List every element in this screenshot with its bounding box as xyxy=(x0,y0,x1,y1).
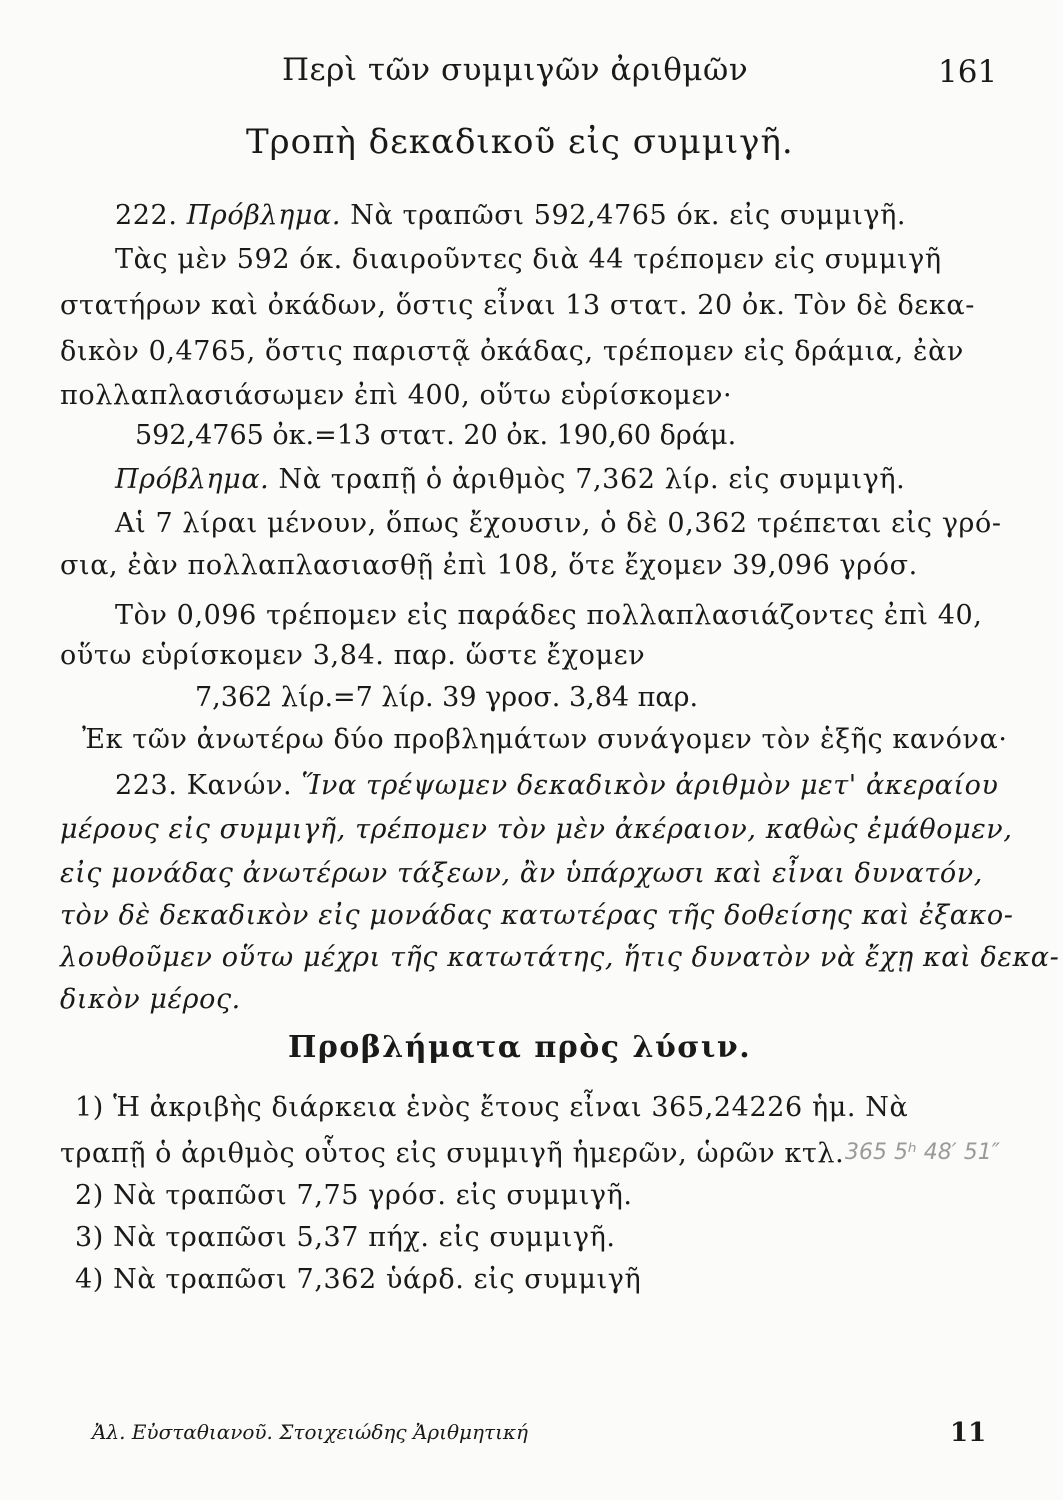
rule-223-line-6: δικὸν μέρος. xyxy=(60,984,241,1015)
page-number: 161 xyxy=(938,54,998,90)
rule-number: 223. xyxy=(115,770,178,801)
rule-statement: Ἵνα τρέψωμεν δεκαδικὸν ἀριθμὸν μετ' ἀκεραίου xyxy=(301,770,999,801)
problem-2-equation: 7,362 λίρ.=7 λίρ. 39 γροσ. 3,84 παρ. xyxy=(195,682,699,713)
problem-222-line-3: στατήρων καὶ ὀκάδων, ὅστις εἶναι 13 στατ. 20 ὀκ. Τὸν δὲ δεκα- xyxy=(60,290,975,321)
problem-statement: Νὰ τραπῶσι 592,4765 όκ. εἰς συμμιγῆ. xyxy=(350,200,907,231)
problem-label: Πρόβλημα. xyxy=(115,464,270,495)
exercise-1-line-2: τραπῇ ὁ ἀριθμὸς οὗτος εἰς συμμιγῆ ἡμερῶν, ὡρῶν κτλ. xyxy=(60,1138,845,1169)
exercise-2: 2) Νὰ τραπῶσι 7,75 γρόσ. εἰς συμμιγῆ. xyxy=(75,1180,633,1211)
problem-label: Πρόβλημα. xyxy=(186,200,342,231)
transition-line: Ἐκ τῶν ἀνωτέρω δύο προβλημάτων συνάγομεν τὸν ἑξῆς κανόνα· xyxy=(82,724,1008,755)
rule-223-line-1 xyxy=(115,770,999,801)
problem-statement: Νὰ τραπῇ ὁ ἀριθμὸς 7,362 λίρ. εἰς συμμιγῆ. xyxy=(278,464,906,495)
exercise-1-line-1: 1) Ἡ ἀκριβὴς διάρκεια ἑνὸς ἔτους εἶναι 365,24226 ἡμ. Νὰ xyxy=(75,1092,909,1123)
running-header: Περὶ τῶν συμμιγῶν ἀριθμῶν xyxy=(282,52,749,88)
problem-222-line-1 xyxy=(115,200,906,231)
problem-222-line-5: πολλαπλασιάσωμεν ἐπὶ 400, οὕτω εὑρίσκομεν· xyxy=(60,380,733,411)
rule-223-line-5: λουθοῦμεν οὕτω μέχρι τῆς κατωτάτης, ἥτις δυνατὸν νὰ ἔχῃ καὶ δεκα- xyxy=(60,942,1060,973)
rule-223-line-2: μέρους εἰς συμμιγῆ, τρέπομεν τὸν μὲν ἀκέραιον, καθὼς ἐμάθομεν, xyxy=(60,814,1013,845)
problem-2-line-3: σια, ἐὰν πολλαπλασιασθῇ ἐπὶ 108, ὅτε ἔχομεν 39,096 γρόσ. xyxy=(60,550,918,581)
rule-223-line-3: εἰς μονάδας ἀνωτέρων τάξεων, ἂν ὑπάρχωσι καὶ εἶναι δυνατόν, xyxy=(60,858,983,889)
signature-mark: 11 xyxy=(950,1418,987,1448)
problem-2-line-1 xyxy=(115,464,905,495)
problem-number: 222. xyxy=(115,200,178,231)
problem-222-line-4: δικὸν 0,4765, ὅστις παριστᾷ ὀκάδας, τρέπομεν εἰς δράμια, ἐὰν xyxy=(60,336,964,367)
exercises-heading: Προβλήματα πρὸς λύσιν. xyxy=(288,1030,752,1065)
section-title: Τροπὴ δεκαδικοῦ εἰς συμμιγῆ. xyxy=(246,122,794,162)
rule-label: Κανών. xyxy=(186,770,293,801)
problem-222-equation: 592,4765 ὀκ.=13 στατ. 20 ὀκ. 190,60 δράμ. xyxy=(135,420,737,451)
problem-2-line-4: Τὸν 0,096 τρέπομεν εἰς παράδες πολλαπλασιάζοντες ἐπὶ 40, xyxy=(115,600,983,631)
exercise-3: 3) Νὰ τραπῶσι 5,37 πήχ. εἰς συμμιγῆ. xyxy=(75,1222,616,1253)
rule-223-line-4: τὸν δὲ δεκαδικὸν εἰς μονάδας κατωτέρας τῆς δοθείσης καὶ ἐξακο- xyxy=(60,900,1014,931)
problem-2-line-2: Αἱ 7 λίραι μένουν, ὅπως ἔχουσιν, ὁ δὲ 0,362 τρέπεται εἰς γρό- xyxy=(115,508,1002,539)
exercise-4: 4) Νὰ τραπῶσι 7,362 ὑάρδ. εἰς συμμιγῆ xyxy=(75,1264,642,1295)
problem-2-line-5: οὕτω εὑρίσκομεν 3,84. παρ. ὥστε ἔχομεν xyxy=(60,640,646,671)
handwritten-note: 365 5ʰ 48′ 51″ xyxy=(845,1140,1000,1165)
footer-citation: Ἀλ. Εὐσταθιανοῦ. Στοιχειώδης Ἀριθμητική xyxy=(92,1420,529,1444)
problem-222-line-2: Τὰς μὲν 592 όκ. διαιροῦντες διὰ 44 τρέπομεν εἰς συμμιγῆ xyxy=(115,244,942,275)
